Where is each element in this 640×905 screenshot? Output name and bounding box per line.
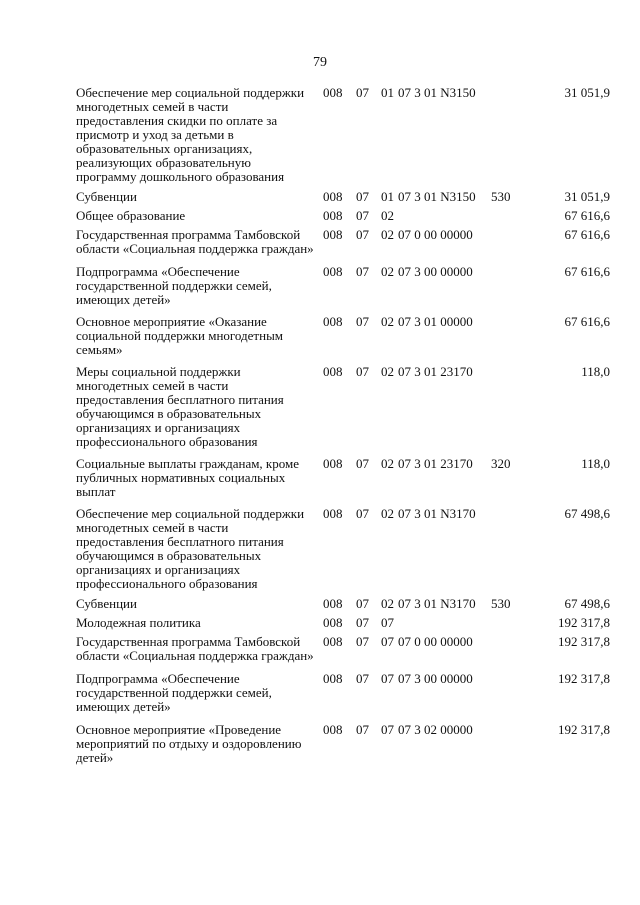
row-grbs: 008	[323, 189, 343, 204]
table-row	[76, 315, 610, 357]
row-pr: 02	[381, 314, 394, 329]
row-name: Молодежная политика	[76, 615, 201, 630]
row-sum: 192 317,8	[558, 615, 610, 630]
row-pr: 02	[381, 506, 394, 521]
table-row	[76, 190, 610, 204]
row-pr: 02	[381, 456, 394, 471]
row-grbs: 008	[323, 264, 343, 279]
table-row	[76, 209, 610, 223]
row-name: Общее образование	[76, 208, 186, 223]
row-name: Подпрограмма «Обеспечение государственной поддержки семей, имеющих детей»	[76, 264, 272, 307]
row-sum: 31 051,9	[564, 85, 610, 100]
table-row	[76, 228, 610, 256]
row-csr: 07 3 01 23170	[398, 364, 473, 379]
row-pr: 07	[381, 634, 394, 649]
table-row	[76, 86, 610, 184]
row-name: Подпрограмма «Обеспечение государственной поддержки семей, имеющих детей»	[76, 671, 272, 714]
row-rz: 07	[356, 596, 369, 611]
row-pr: 01	[381, 189, 394, 204]
row-sum: 31 051,9	[564, 189, 610, 204]
row-pr: 02	[381, 227, 394, 242]
table-row	[76, 457, 610, 499]
row-name: Обеспечение мер социальной поддержки многодетных семей в части предоставления скидки по оплате за присмотр и уход за детьми в образовательных организациях, реализующих образовательную программу дошкольного образования	[76, 85, 305, 184]
row-rz: 07	[356, 208, 369, 223]
row-pr: 02	[381, 364, 394, 379]
row-name: Основное мероприятие «Проведение мероприятий по отдыху и оздоровлению детей»	[76, 722, 302, 765]
row-name: Обеспечение мер социальной поддержки многодетных семей в части предоставления бесплатного питания обучающимся в образовательных организациях и организациях профессионального образования	[76, 506, 305, 591]
row-csr: 07 3 01 N3150	[398, 85, 476, 100]
row-vr: 530	[491, 596, 511, 611]
row-csr: 07 3 01 N3170	[398, 596, 476, 611]
row-rz: 07	[356, 85, 369, 100]
row-name: Меры социальной поддержки многодетных семей в части предоставления бесплатного питания обучающимся в образовательных организациях и организациях профессионального образования	[76, 364, 284, 449]
row-pr: 02	[381, 264, 394, 279]
row-grbs: 008	[323, 615, 343, 630]
row-sum: 118,0	[581, 364, 610, 379]
row-csr: 07 3 01 23170	[398, 456, 473, 471]
table-row	[76, 507, 610, 591]
row-sum: 192 317,8	[558, 722, 610, 737]
row-rz: 07	[356, 506, 369, 521]
row-rz: 07	[356, 722, 369, 737]
row-name: Субвенции	[76, 189, 137, 204]
row-vr: 530	[491, 189, 511, 204]
row-rz: 07	[356, 189, 369, 204]
row-sum: 67 616,6	[564, 264, 610, 279]
row-pr: 07	[381, 722, 394, 737]
table-row	[76, 672, 610, 714]
row-rz: 07	[356, 264, 369, 279]
row-name: Социальные выплаты гражданам, кроме публичных нормативных социальных выплат	[76, 456, 299, 499]
row-grbs: 008	[323, 208, 343, 223]
row-rz: 07	[356, 364, 369, 379]
row-csr: 07 3 00 00000	[398, 264, 473, 279]
row-grbs: 008	[323, 722, 343, 737]
table-row	[76, 616, 610, 630]
row-sum: 67 616,6	[564, 208, 610, 223]
row-grbs: 008	[323, 634, 343, 649]
page-number: 79	[313, 55, 327, 70]
table-row	[76, 597, 610, 611]
row-csr: 07 0 00 00000	[398, 227, 473, 242]
row-rz: 07	[356, 671, 369, 686]
row-grbs: 008	[323, 227, 343, 242]
row-rz: 07	[356, 615, 369, 630]
row-name: Основное мероприятие «Оказание социальной поддержки многодетным семьям»	[76, 314, 284, 357]
row-sum: 118,0	[581, 456, 610, 471]
row-pr: 07	[381, 615, 394, 630]
row-grbs: 008	[323, 85, 343, 100]
row-csr: 07 3 00 00000	[398, 671, 473, 686]
row-rz: 07	[356, 227, 369, 242]
table-row	[76, 723, 610, 765]
row-name: Государственная программа Тамбовской области «Социальная поддержка граждан»	[76, 634, 314, 663]
row-sum: 67 498,6	[564, 506, 610, 521]
row-sum: 192 317,8	[558, 671, 610, 686]
row-csr: 07 3 01 N3170	[398, 506, 476, 521]
row-grbs: 008	[323, 506, 343, 521]
row-grbs: 008	[323, 456, 343, 471]
table-row	[76, 265, 610, 307]
row-grbs: 008	[323, 596, 343, 611]
row-pr: 07	[381, 671, 394, 686]
row-vr: 320	[491, 456, 511, 471]
row-grbs: 008	[323, 314, 343, 329]
row-name: Государственная программа Тамбовской области «Социальная поддержка граждан»	[76, 227, 314, 256]
row-sum: 67 498,6	[564, 596, 610, 611]
row-csr: 07 3 01 N3150	[398, 189, 476, 204]
table-row	[76, 635, 610, 663]
row-sum: 67 616,6	[564, 314, 610, 329]
table-row	[76, 365, 610, 449]
row-csr: 07 0 00 00000	[398, 634, 473, 649]
row-sum: 67 616,6	[564, 227, 610, 242]
row-csr: 07 3 02 00000	[398, 722, 473, 737]
row-rz: 07	[356, 314, 369, 329]
row-csr: 07 3 01 00000	[398, 314, 473, 329]
row-rz: 07	[356, 456, 369, 471]
row-grbs: 008	[323, 671, 343, 686]
budget-table	[76, 86, 610, 765]
row-name: Субвенции	[76, 596, 137, 611]
row-pr: 02	[381, 596, 394, 611]
row-rz: 07	[356, 634, 369, 649]
row-pr: 01	[381, 85, 394, 100]
row-sum: 192 317,8	[558, 634, 610, 649]
row-grbs: 008	[323, 364, 343, 379]
row-pr: 02	[381, 208, 394, 223]
